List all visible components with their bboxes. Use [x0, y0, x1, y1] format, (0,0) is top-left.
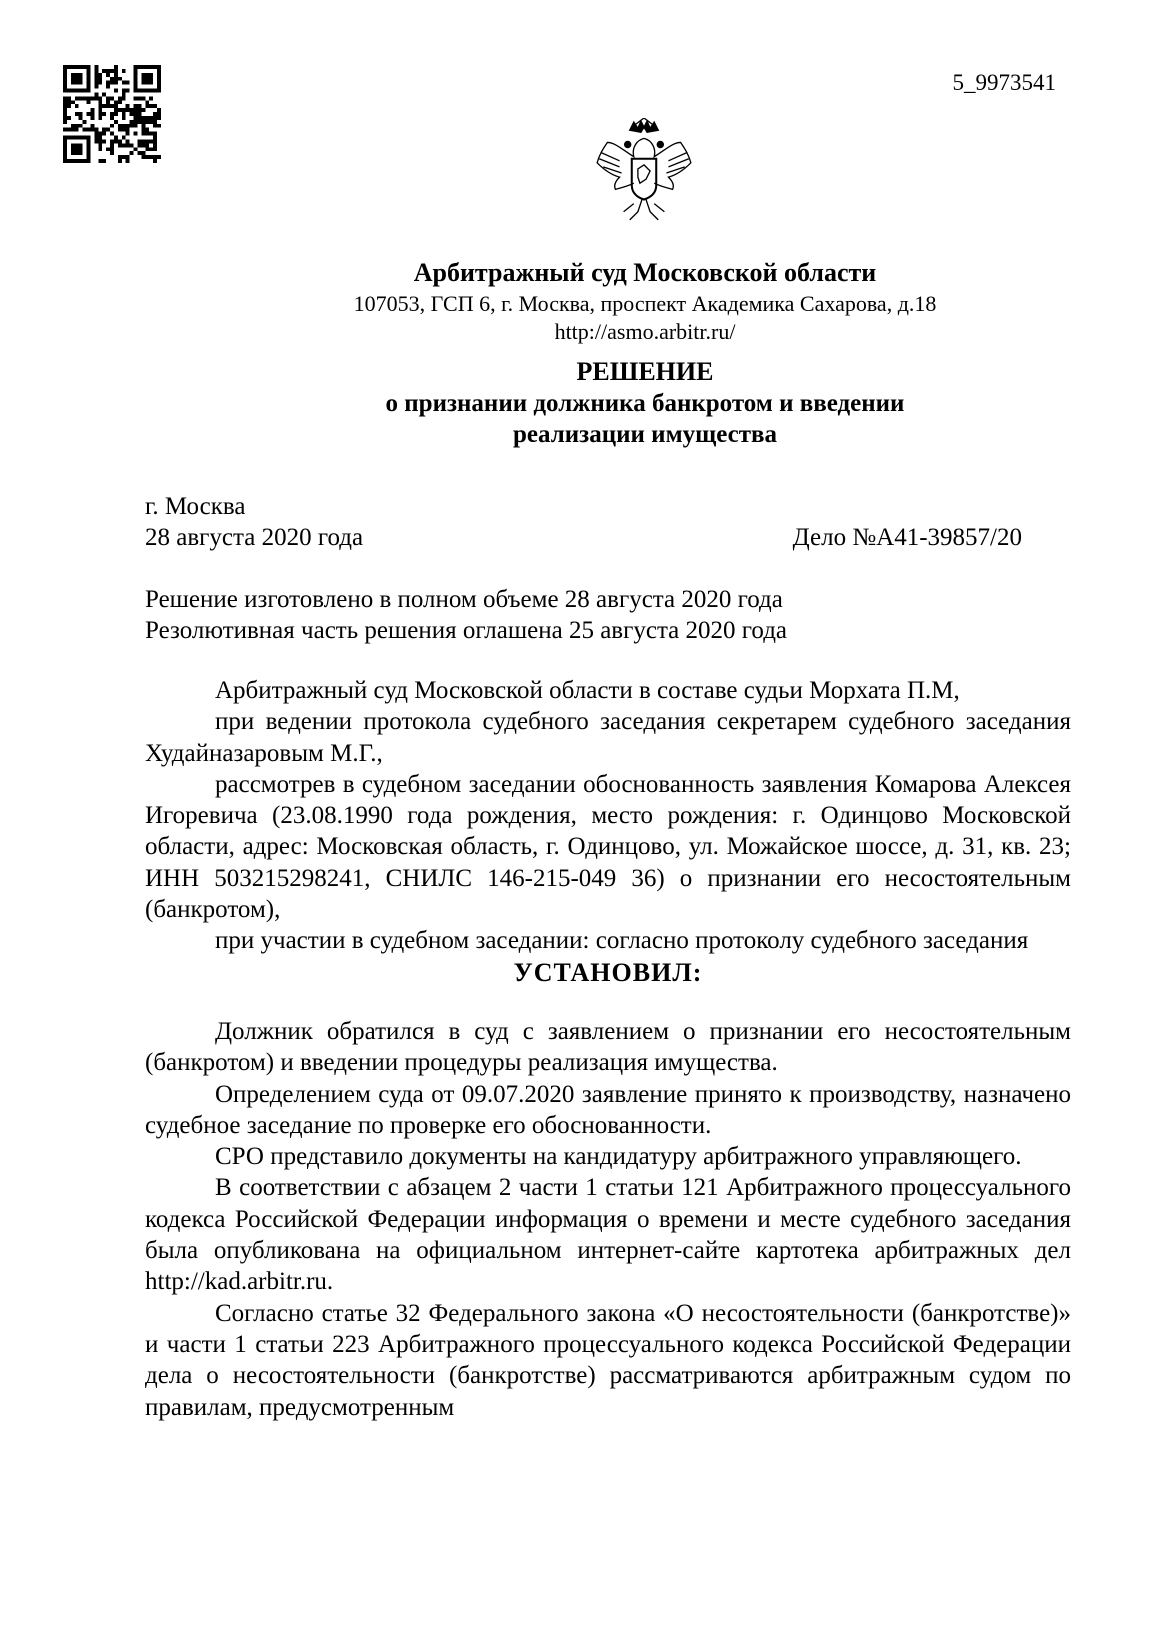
- document-id: 5_9973541: [952, 70, 1056, 95]
- paragraph-law-reference: Согласно статье 32 Федерального закона «О несостоятельности (банкротстве)» и части 1 статьи 223 Арбитражного процессуального кодекса Российской Федерации дела о несостоятельности (банкротстве) рассматриваются арбитражным судом по правилам, предусмотренным: [145, 1299, 1071, 1421]
- paragraph-ruling-accepted: Определением суда от 09.07.2020 заявление принято к производству, назначено судебное заседание по проверке его обоснованности.: [145, 1080, 1071, 1139]
- paragraph-court-composition: Арбитражный суд Московской области в составе судьи Морхата П.М,: [215, 677, 960, 704]
- court-name: Арбитражный суд Московской области: [413, 258, 877, 287]
- document-body: [145, 675, 1071, 1423]
- section-heading-established: УСТАНОВИЛ:: [513, 957, 703, 987]
- operative-part-date-line: Резолютивная часть решения оглашена 25 августа 2020 года: [145, 617, 788, 644]
- qr-code: [63, 65, 161, 163]
- paragraph-publication: В соответствии с абзацем 2 части 1 статьи 121 Арбитражного процессуального кодекса Российской Федерации информация о времени и месте судебного заседания была опубликована на официальном интернет-сайте картотека арбитражных дел http://kad.arbitr.ru.: [145, 1174, 1071, 1296]
- decision-date: 28 августа 2020 года: [145, 524, 364, 551]
- document-subtitle-line2: реализации имущества: [513, 421, 777, 448]
- city: г. Москва: [145, 493, 246, 520]
- paragraph-participants: при участии в судебном заседании: согласно протоколу судебного заседания: [215, 927, 1029, 955]
- case-number: Дело №А41-39857/20: [792, 524, 1022, 551]
- document-title: РЕШЕНИЕ: [576, 357, 714, 386]
- paragraph-debtor-request: Должник обратился в суд с заявлением о признании его несостоятельным (банкротом) и введении процедуры реализация имущества.: [145, 1017, 1071, 1077]
- court-url: http://asmo.arbitr.ru/: [554, 319, 736, 344]
- paragraph-application: рассмотрев в судебном заседании обоснованность заявления Комарова Алексея Игоревича (23.08.1990 года рождения, место рождения: г. Одинцово Московской области, адрес: Московская область, г. Одинцово, ул. Можайское шоссе, д. 31, кв. 23; ИНН 503215298241, СНИЛС 146-215-049 36) о признании его несостоятельным (банкротом),: [145, 770, 1071, 924]
- coat-of-arms-emblem: [593, 118, 695, 225]
- court-address: 107053, ГСП 6, г. Москва, проспект Академика Сахарова, д.18: [353, 291, 937, 316]
- made-full-date-line: Решение изготовлено в полном объеме 28 августа 2020 года: [145, 586, 783, 613]
- paragraph-sro-documents: СРО представило документы на кандидатуру арбитражного управляющего.: [215, 1143, 1022, 1171]
- document-subtitle-line1: о признании должника банкротом и введении: [385, 390, 905, 417]
- paragraph-secretary: при ведении протокола судебного заседания секретарем судебного заседания Худайназаровым М.Г.,: [145, 708, 1071, 767]
